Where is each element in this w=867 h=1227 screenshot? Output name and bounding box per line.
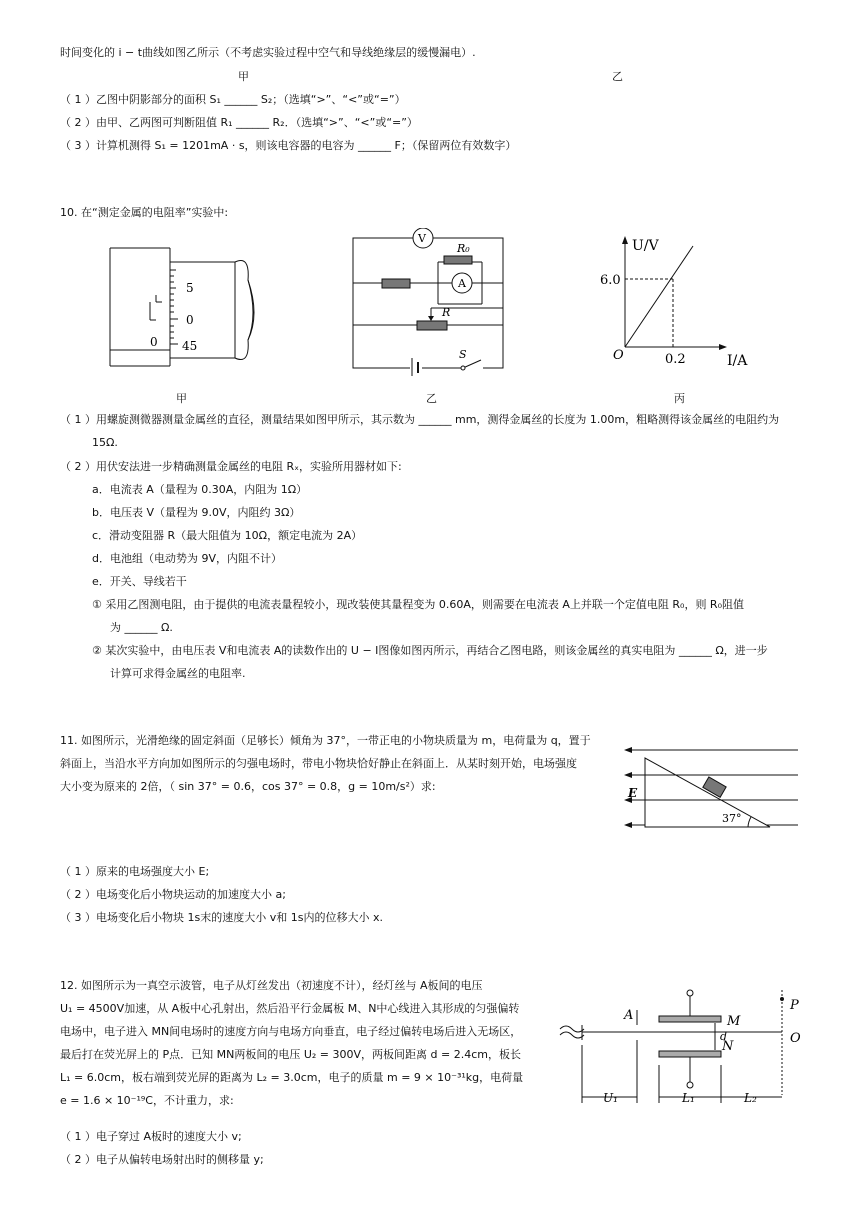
p11-line3: 大小变为原来的 2倍，（ sin 37° = 0.6，cos 37° = 0.8，g = 10m/s²）求: — [60, 780, 436, 793]
p10-item-a: a．电流表 A（量程为 0.30A，内阻为 1Ω） — [92, 483, 308, 496]
top-question-1: （ 1 ）乙图中阴影部分的面积 S₁ ______ S₂；（选填“>”、“<”或“=”） — [60, 93, 406, 106]
p12-line6: e = 1.6 × 10⁻¹⁹C，不计重力，求: — [60, 1094, 234, 1107]
top-question-2: （ 2 ）由甲、乙两图可判断阻值 R₁ ______ R₂．（选填“>”、“<”或“=”） — [60, 116, 418, 129]
screen-p-label: P — [790, 998, 799, 1013]
fig-label-yi-top: 乙 — [612, 70, 623, 83]
voltmeter-label: V — [418, 232, 426, 245]
p11-q2: （ 2 ）电场变化后小物块运动的加速度大小 a; — [60, 888, 286, 901]
p11-q3: （ 3 ）电场变化后小物块 1s末的速度大小 v和 1s内的位移大小 x. — [60, 911, 383, 924]
graph-y-tick: 6.0 — [600, 273, 621, 288]
rheostat-label: R — [442, 306, 451, 319]
field-label-e: E — [628, 786, 638, 800]
graph-origin: O — [613, 348, 624, 363]
gap-d-label: d — [720, 1030, 728, 1043]
p12-line4: 最后打在荧光屏上的 P点．已知 MN两板间的电压 U₂ = 300V，两板间距离 d = 2.4cm，板长 — [60, 1048, 521, 1061]
plate-n-label: N — [722, 1039, 734, 1054]
dim-l2-label: L₂ — [744, 1091, 757, 1105]
p10-sub2-line1: ② 某次实验中，由电压表 V和电流表 A的读数作出的 U − I图像如图丙所示，再结合乙图电路，则该金属丝的真实电阻为 ______ Ω，进一步 — [92, 644, 768, 657]
p12-line5: L₁ = 6.0cm，板右端到荧光屏的距离为 L₂ = 3.0cm，电子的质量 m = 9 × 10⁻³¹kg，电荷量 — [60, 1071, 524, 1084]
mic-tick-5: 5 — [186, 281, 194, 295]
screen-o-label: O — [790, 1031, 801, 1046]
top-question-3: （ 3 ）计算机测得 S₁ = 1201mA · s，则该电容器的电容为 ______ F；（保留两位有效数字） — [60, 139, 517, 152]
oscilloscope-figure — [552, 985, 807, 1110]
p10-q2: （ 2 ）用伏安法进一步精确测量金属丝的电阻 Rₓ，实验所用器材如下: — [60, 460, 402, 473]
p10-q1-line1: （ 1 ）用螺旋测微器测量金属丝的直径，测量结果如图甲所示，其示数为 ______ mm，测得金属丝的长度为 1.00m，粗略测得该金属丝的电阻约为 — [60, 413, 780, 426]
p12-line1: 12. 如图所示为一真空示波管，电子从灯丝发出（初速度不计），经灯丝与 A板间的电压 — [60, 979, 483, 992]
p10-sub1-line2: 为 ______ Ω. — [110, 621, 173, 634]
caption-jia: 甲 — [176, 392, 187, 405]
incline-angle-label: 37° — [722, 812, 742, 825]
r0-label: R₀ — [457, 242, 470, 255]
p12-q1: （ 1 ）电子穿过 A板时的速度大小 v; — [60, 1130, 242, 1143]
p12-q2: （ 2 ）电子从偏转电场射出时的侧移量 y; — [60, 1153, 264, 1166]
caption-yi: 乙 — [426, 392, 437, 405]
dim-u1-label: U₁ — [603, 1091, 618, 1105]
p10-item-b: b．电压表 V（量程为 9.0V，内阻约 3Ω） — [92, 506, 301, 519]
p11-line1: 11. 如图所示，光滑绝缘的固定斜面（足够长）倾角为 37°，一带正电的小物块质量为 m，电荷量为 q，置于 — [60, 734, 591, 747]
p10-sub1-line1: ① 采用乙图测电阻，由于提供的电流表量程较小，现改装使其量程变为 0.60A，则需要在电流表 A上并联一个定值电阻 R₀，则 R₀阻值 — [92, 598, 744, 611]
caption-bing: 丙 — [674, 392, 685, 405]
plate-m-label: M — [727, 1014, 741, 1029]
plate-a-label: A — [624, 1008, 634, 1023]
mic-tick-45: 45 — [182, 339, 198, 353]
p10-item-d: d．电池组（电动势为 9V，内阻不计） — [92, 552, 283, 565]
dim-l1-label: L₁ — [682, 1091, 695, 1105]
mic-main-0: 0 — [150, 335, 158, 349]
micrometer-figure — [100, 240, 270, 375]
p11-q1: （ 1 ）原来的电场强度大小 E; — [60, 865, 210, 878]
problem-10-title: 10. 在“测定金属的电阻率”实验中: — [60, 206, 229, 219]
p10-item-e: e．开关、导线若干 — [92, 575, 187, 588]
fig-label-jia-top: 甲 — [238, 70, 249, 83]
p12-line2: U₁ = 4500V加速，从 A板中心孔射出，然后沿平行金属板 M、N中心线进入其形成的匀强偏转 — [60, 1002, 520, 1015]
p11-line2: 斜面上，当沿水平方向加如图所示的匀强电场时，带电小物块恰好静止在斜面上．从某时刻开始，电场强度 — [60, 757, 577, 770]
circuit-figure — [345, 228, 515, 378]
p10-sub2-line2: 计算可求得金属丝的电阻率. — [110, 667, 246, 680]
ui-graph — [595, 232, 765, 372]
p12-line3: 电场中，电子进入 MN间电场时的速度方向与电场方向垂直，电子经过偏转电场后进入无场区， — [60, 1025, 522, 1038]
intro-text: 时间变化的 i − t曲线如图乙所示（不考虑实验过程中空气和导线绝缘层的缓慢漏电）. — [60, 46, 476, 59]
incline-figure — [620, 740, 800, 840]
graph-y-label: U/V — [632, 238, 659, 254]
ammeter-label: A — [458, 277, 466, 290]
switch-label: S — [459, 348, 467, 361]
graph-x-label: I/A — [727, 353, 748, 369]
mic-tick-0: 0 — [186, 313, 194, 327]
p10-q1-line2: 15Ω. — [92, 436, 118, 449]
graph-x-tick: 0.2 — [665, 352, 686, 367]
p10-item-c: c．滑动变阻器 R（最大阻值为 10Ω，额定电流为 2A） — [92, 529, 363, 542]
